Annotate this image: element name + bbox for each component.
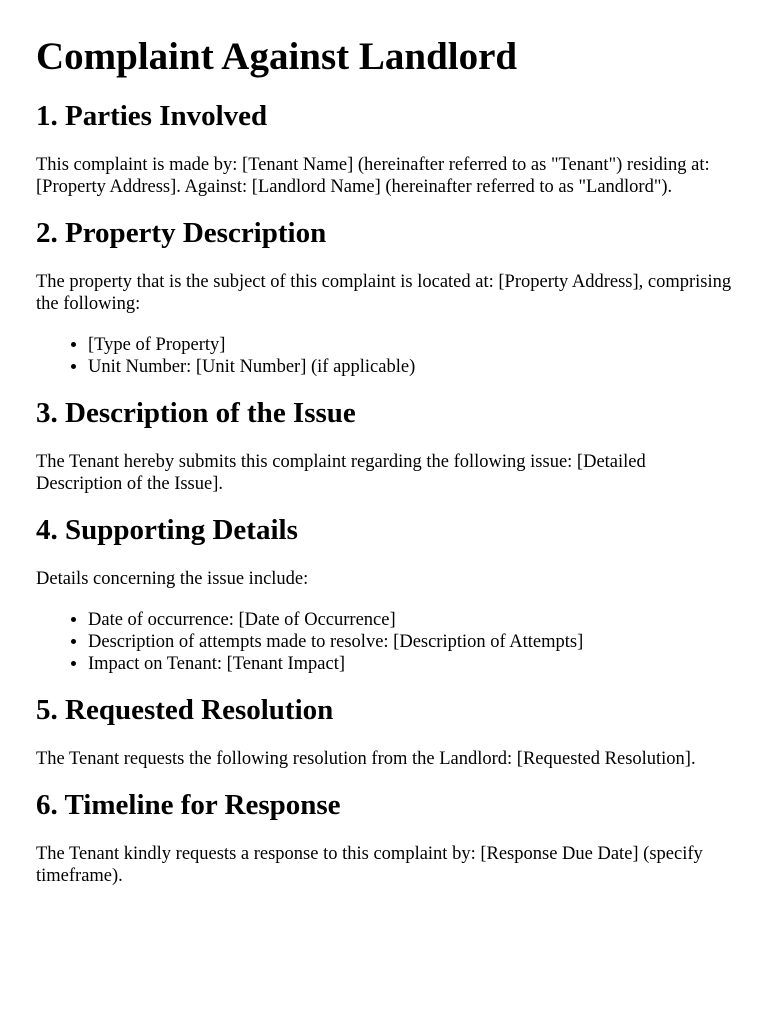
section-paragraph: The Tenant requests the following resolution from the Landlord: [Requested Resolution].: [36, 749, 696, 769]
section-paragraph: The Tenant kindly requests a response to this complaint by: [Response Due Date] (specify timeframe).: [36, 844, 703, 886]
list-item: • Date of occurrence: [Date of Occurrence]: [88, 609, 734, 631]
section-parties-involved: [36, 100, 734, 198]
section-supporting-details: [36, 514, 734, 675]
section-heading: 6. Timeline for Response: [36, 789, 341, 821]
section-heading: 2. Property Description: [36, 217, 327, 249]
section-paragraph: The property that is the subject of this complaint is located at: [Property Address], comprising the following:: [36, 272, 732, 314]
section-property-description: [36, 217, 734, 378]
section-paragraph: This complaint is made by: [Tenant Name] (hereinafter referred to as "Tenant") residing at: [Property Address]. Against: [Landlord Name] (hereinafter referred to as "Landlord").: [36, 155, 710, 197]
section-heading: 1. Parties Involved: [36, 100, 268, 132]
bullet-list: [36, 609, 734, 675]
document-title: Complaint Against Landlord: [36, 35, 518, 78]
bullet-list: [36, 334, 734, 378]
section-timeline-for-response: [36, 789, 734, 887]
list-item: • Description of attempts made to resolve: [Description of Attempts]: [88, 631, 734, 653]
section-paragraph: The Tenant hereby submits this complaint regarding the following issue: [Detailed Description of the Issue].: [36, 452, 646, 494]
section-heading: 5. Requested Resolution: [36, 694, 334, 726]
section-paragraph: Details concerning the issue include:: [36, 569, 309, 589]
section-heading: 3. Description of the Issue: [36, 397, 356, 429]
section-description-of-issue: [36, 397, 734, 495]
list-item: • [Type of Property]: [88, 334, 734, 356]
section-heading: 4. Supporting Details: [36, 514, 298, 546]
list-item: • Unit Number: [Unit Number] (if applicable): [88, 356, 734, 378]
list-item: • Impact on Tenant: [Tenant Impact]: [88, 653, 734, 675]
section-requested-resolution: [36, 694, 734, 770]
